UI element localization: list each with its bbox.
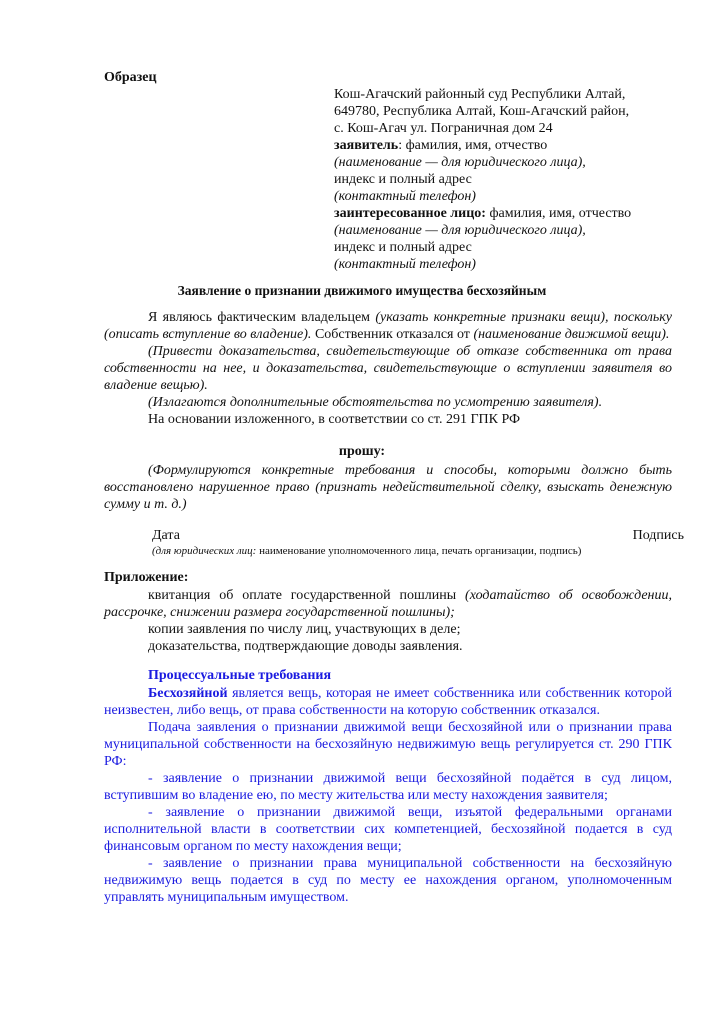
statement-paragraph-5: (Формулируются конкретные требования и способы, которыми должно быть восстановлено нарушенное право (признать недействительной сделку, взыскать денежную сумму и т. д.) [104,463,672,512]
appendix-title: Приложение: [104,570,189,585]
signature-label: Подпись [632,528,684,543]
procedure-item-2: - заявление о признании движимой вещи, изъятой федеральными органами исполнительной власти в соответствии сих компетенцией, бесхозяйной подается в суд финансовым органом по месту нахождения вещи; [104,805,672,854]
statement-paragraph-4: На основании изложенного, в соответствии со ст. 291 ГПК РФ [148,412,521,427]
procedure-definition [104,685,672,719]
sample-label: Образец [104,70,157,85]
procedure-item-1: - заявление о признании движимой вещи бесхозяйной подаётся в суд лицом, вступившим во владение ею, по месту жительства или месту нахождения заявителя; [104,771,672,803]
legal-note-italic: (для юридических лиц: [152,545,257,557]
p1-text-2: Собственник отказался от [311,327,474,342]
definition-text: является вещь, которая не имеет собственника или собственник которой неизвестен, либо вещь, от права собственности на которую собственник отказался. [104,686,672,718]
appendix-item-1-text: квитанция об оплате государственной пошлины [148,588,466,603]
appendix-item-2: копии заявления по числу лиц, участвующих в деле; [148,622,461,637]
court-line-1: Кош-Агачский районный суд Республики Алтай, [334,87,626,102]
interested-text: фамилия, имя, отчество [485,206,632,221]
addressee-block [334,86,684,273]
petition-body [104,462,672,513]
date-label: Дата [152,528,180,543]
applicant-label: заявитель [334,138,399,153]
applicant-legal: (наименование — для юридического лица), [334,155,586,170]
p1-italic-2: (наименование движимой вещи). [473,327,670,342]
petition-heading: прошу: [338,444,386,459]
appendix-list [104,587,672,655]
interested-legal: (наименование — для юридического лица), [334,223,586,238]
appendix-item-3: доказательства, подтверждающие доводы заявления. [148,639,463,654]
statement-paragraph-3: (Излагаются дополнительные обстоятельства по усмотрению заявителя). [148,395,603,410]
p1-text: Я являюсь фактическим владельцем [148,310,376,325]
interested-phone: (контактный телефон) [334,257,476,272]
applicant-address: индекс и полный адрес [334,172,472,187]
interested-line [334,205,684,222]
statement-title: Заявление о признании движимого имущества бесхозяйным [177,283,547,298]
p1-italic: (указать конкретные признаки вещи), поскольку (описать вступление во владение). [104,310,672,342]
definition-term: Бесхозяйной [148,686,228,701]
court-line-3: с. Кош-Агач ул. Пограничная дом 24 [334,121,553,136]
legal-note-text: наименование уполномоченного лица, печать организации, подпись) [256,545,582,557]
applicant-text: : фамилия, имя, отчество [398,138,548,153]
statement-paragraph-1 [104,309,672,343]
signature-row [152,528,684,544]
legal-entity-note [152,545,581,557]
statement-body [104,309,672,428]
procedure-body [104,685,672,906]
procedure-item-3: - заявление о признании права муниципальной собственности на бесхозяйную недвижимую вещь подается в суд по месту ее нахождения органом, уполномоченным управлять муниципальным имуществом. [104,856,672,905]
applicant-line [334,137,684,154]
interested-label: заинтересованное лицо: [334,206,486,221]
appendix-item-1 [104,587,672,621]
appendix-item-1-italic: (ходатайство об освобождении, рассрочке, снижении размера государственной пошлины); [104,588,672,620]
procedure-paragraph-2: Подача заявления о признании движимой вещи бесхозяйной или о признании права муниципальной собственности на бесхозяйную недвижимую вещь регулируется ст. 290 ГПК РФ: [104,720,672,769]
applicant-phone: (контактный телефон) [334,189,476,204]
interested-address: индекс и полный адрес [334,240,472,255]
court-line-2: 649780, Республика Алтай, Кош-Агачский район, [334,104,630,119]
procedure-title: Процессуальные требования [148,668,332,683]
statement-paragraph-2: (Привести доказательства, свидетельствующие об отказе собственника от права собственности на нее, и доказательства, свидетельствующие о вступлении заявителя во владение вещью). [104,344,672,393]
